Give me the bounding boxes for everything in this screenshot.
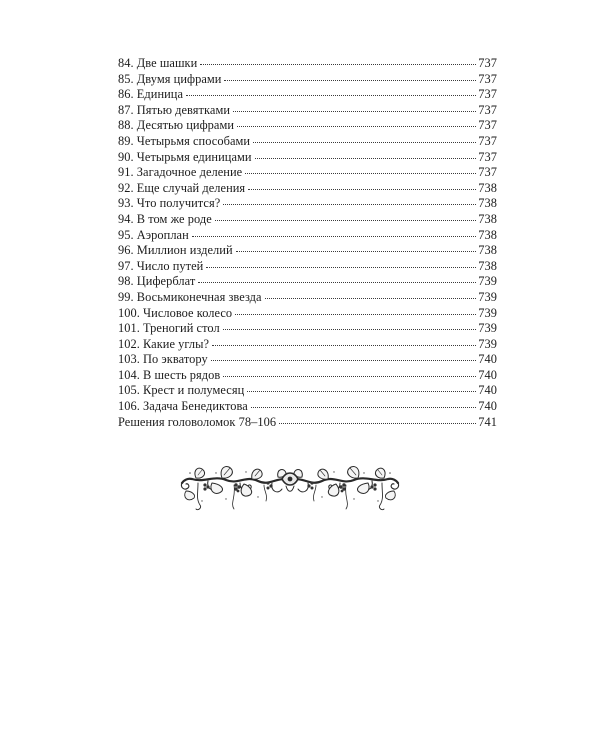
toc-entry-title: 98. Циферблат (118, 274, 196, 289)
toc-entry (118, 415, 497, 431)
toc-entry-page-number: 739 (478, 289, 497, 304)
toc-entry-title: 95. Аэроплан (118, 227, 189, 242)
toc-entry-page-number: 739 (478, 321, 497, 336)
toc-entry-page-number: 738 (478, 258, 497, 273)
toc-entry-title: 94. В том же роде (118, 211, 212, 226)
toc-entry-title: 87. Пятью девятками (118, 102, 231, 117)
toc-entry-title: 90. Четырьмя единицами (118, 149, 252, 164)
toc-leader-dots (237, 125, 476, 127)
toc-entry (118, 196, 497, 212)
toc-entry-page-number: 737 (478, 118, 497, 133)
toc-entry-page-number: 737 (478, 56, 497, 70)
toc-entry (118, 228, 497, 244)
toc-leader-dots (206, 266, 476, 268)
toc-entry (118, 56, 497, 72)
toc-entry-page-number: 739 (478, 305, 497, 320)
toc-entry-page-number: 739 (478, 274, 497, 289)
vine-flourish-ornament-icon (178, 461, 402, 521)
toc-leader-dots (224, 79, 476, 81)
toc-entry-title: 92. Еще случай деления (118, 180, 246, 195)
toc-entry-title: 105. Крест и полумесяц (118, 383, 245, 398)
toc-leader-dots (223, 375, 476, 377)
toc-entry-page-number: 738 (478, 180, 497, 195)
toc-leader-dots (236, 250, 477, 252)
toc-leader-dots (186, 94, 476, 96)
toc-entry (118, 118, 497, 134)
toc-entry (118, 212, 497, 228)
toc-leader-dots (192, 235, 476, 237)
toc-entry (118, 150, 497, 166)
toc-leader-dots (253, 141, 476, 143)
toc-entry (118, 274, 497, 290)
toc-entry-title: 86. Единица (118, 87, 184, 102)
toc-entry-page-number: 740 (478, 383, 497, 398)
toc-entry-title: 100. Числовое колесо (118, 305, 233, 320)
toc-entry (118, 259, 497, 275)
toc-entry-page-number: 737 (478, 133, 497, 148)
toc-entry-page-number: 738 (478, 211, 497, 226)
toc-entry-page-number: 740 (478, 352, 497, 367)
toc-entry-page-number: 738 (478, 196, 497, 211)
toc-leader-dots (223, 328, 477, 330)
toc-entry (118, 134, 497, 150)
toc-entry (118, 165, 497, 181)
toc-entry (118, 368, 497, 384)
toc-entry (118, 306, 497, 322)
toc-entry (118, 181, 497, 197)
toc-entry (118, 383, 497, 399)
toc-entry-page-number: 738 (478, 243, 497, 258)
toc-entry-title: 85. Двумя цифрами (118, 71, 222, 86)
toc-leader-dots (247, 390, 476, 392)
toc-leader-dots (245, 172, 476, 174)
toc-entry-title: 103. По экватору (118, 352, 208, 367)
toc-entry (118, 399, 497, 415)
toc-entry (118, 337, 497, 353)
toc-entry-page-number: 740 (478, 399, 497, 414)
toc-entry-page-number: 737 (478, 165, 497, 180)
toc-entry (118, 87, 497, 103)
toc-leader-dots (235, 313, 476, 315)
toc-entry-title: 96. Миллион изделий (118, 243, 233, 258)
toc-entry-page-number: 737 (478, 149, 497, 164)
table-of-contents (118, 56, 497, 430)
toc-entry (118, 321, 497, 337)
toc-entry-title: 91. Загадочное деление (118, 165, 243, 180)
toc-entry (118, 290, 497, 306)
toc-entry-title: 88. Десятью цифрами (118, 118, 235, 133)
toc-entry-page-number: 737 (478, 71, 497, 86)
toc-entry-title: 104. В шесть рядов (118, 367, 221, 382)
toc-leader-dots (198, 281, 476, 283)
toc-leader-dots (212, 344, 476, 346)
toc-leader-dots (233, 110, 476, 112)
toc-entry-page-number: 740 (478, 367, 497, 382)
toc-leader-dots (223, 203, 476, 205)
toc-entry-title: 97. Число путей (118, 258, 204, 273)
toc-entry-title: Решения головоломок 78–106 (118, 414, 277, 429)
toc-leader-dots (279, 422, 476, 424)
toc-leader-dots (200, 63, 476, 65)
toc-entry-title: 106. Задача Бенедиктова (118, 399, 248, 414)
toc-leader-dots (248, 188, 476, 190)
toc-leader-dots (215, 219, 476, 221)
toc-entry-page-number: 741 (478, 414, 497, 429)
toc-entry-title: 102. Какие углы? (118, 336, 210, 351)
toc-entry-title: 101. Треногий стол (118, 321, 220, 336)
toc-entry-title: 89. Четырьмя способами (118, 133, 251, 148)
toc-entry-title: 84. Две шашки (118, 56, 198, 70)
toc-entry (118, 352, 497, 368)
toc-entry-page-number: 737 (478, 87, 497, 102)
toc-leader-dots (265, 297, 477, 299)
toc-leader-dots (211, 359, 477, 361)
toc-entry-page-number: 737 (478, 102, 497, 117)
toc-leader-dots (251, 406, 476, 408)
toc-entry-page-number: 739 (478, 336, 497, 351)
toc-entry-page-number: 738 (478, 227, 497, 242)
toc-entry-title: 99. Восьмиконечная звезда (118, 289, 262, 304)
toc-leader-dots (255, 157, 477, 159)
toc-entry (118, 243, 497, 259)
toc-entry (118, 72, 497, 88)
toc-entry (118, 103, 497, 119)
toc-entry-title: 93. Что получится? (118, 196, 221, 211)
